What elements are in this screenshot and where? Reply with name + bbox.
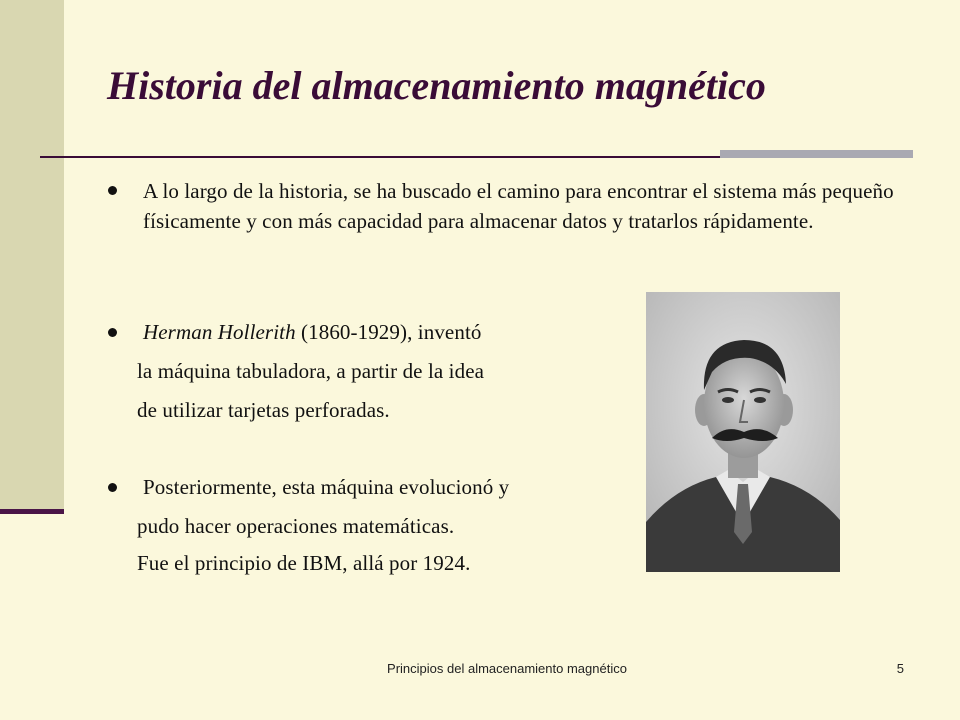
bullet-2-dates: (1860-1929), inventó bbox=[295, 320, 482, 344]
portrait-photo bbox=[646, 292, 840, 572]
bullet-dot-1 bbox=[108, 186, 117, 195]
title-underline-accent bbox=[720, 150, 913, 158]
person-name: Herman Hollerith bbox=[143, 320, 296, 344]
bullet-dot-3 bbox=[108, 483, 117, 492]
bullet-2-line-2: la máquina tabuladora, a partir de la idea bbox=[137, 359, 485, 383]
bullet-2-line-3: de utilizar tarjetas perforadas. bbox=[137, 398, 390, 422]
footer-text: Principios del almacenamiento magnético bbox=[387, 661, 627, 676]
left-decor-band bbox=[0, 0, 64, 512]
bullet-3-line-1: Posteriormente, esta máquina evolucionó y bbox=[143, 475, 510, 499]
bullet-3-line-3: Fue el principio de IBM, allá por 1924. bbox=[137, 551, 471, 575]
slide-title: Historia del almacenamiento magnético bbox=[107, 63, 766, 108]
bullet-dot-2 bbox=[108, 328, 117, 337]
bullet-2-line-1 bbox=[143, 317, 482, 347]
left-decor-line bbox=[0, 509, 64, 514]
slide-number: 5 bbox=[896, 661, 904, 676]
bullet-3-line-2: pudo hacer operaciones matemáticas. bbox=[137, 514, 455, 538]
bullet-1-text: A lo largo de la historia, se ha buscado el camino para encontrar el sistema más pequeño físicamente y con más capacidad para almacenar datos y tratarlos rápidamente. bbox=[143, 179, 894, 233]
